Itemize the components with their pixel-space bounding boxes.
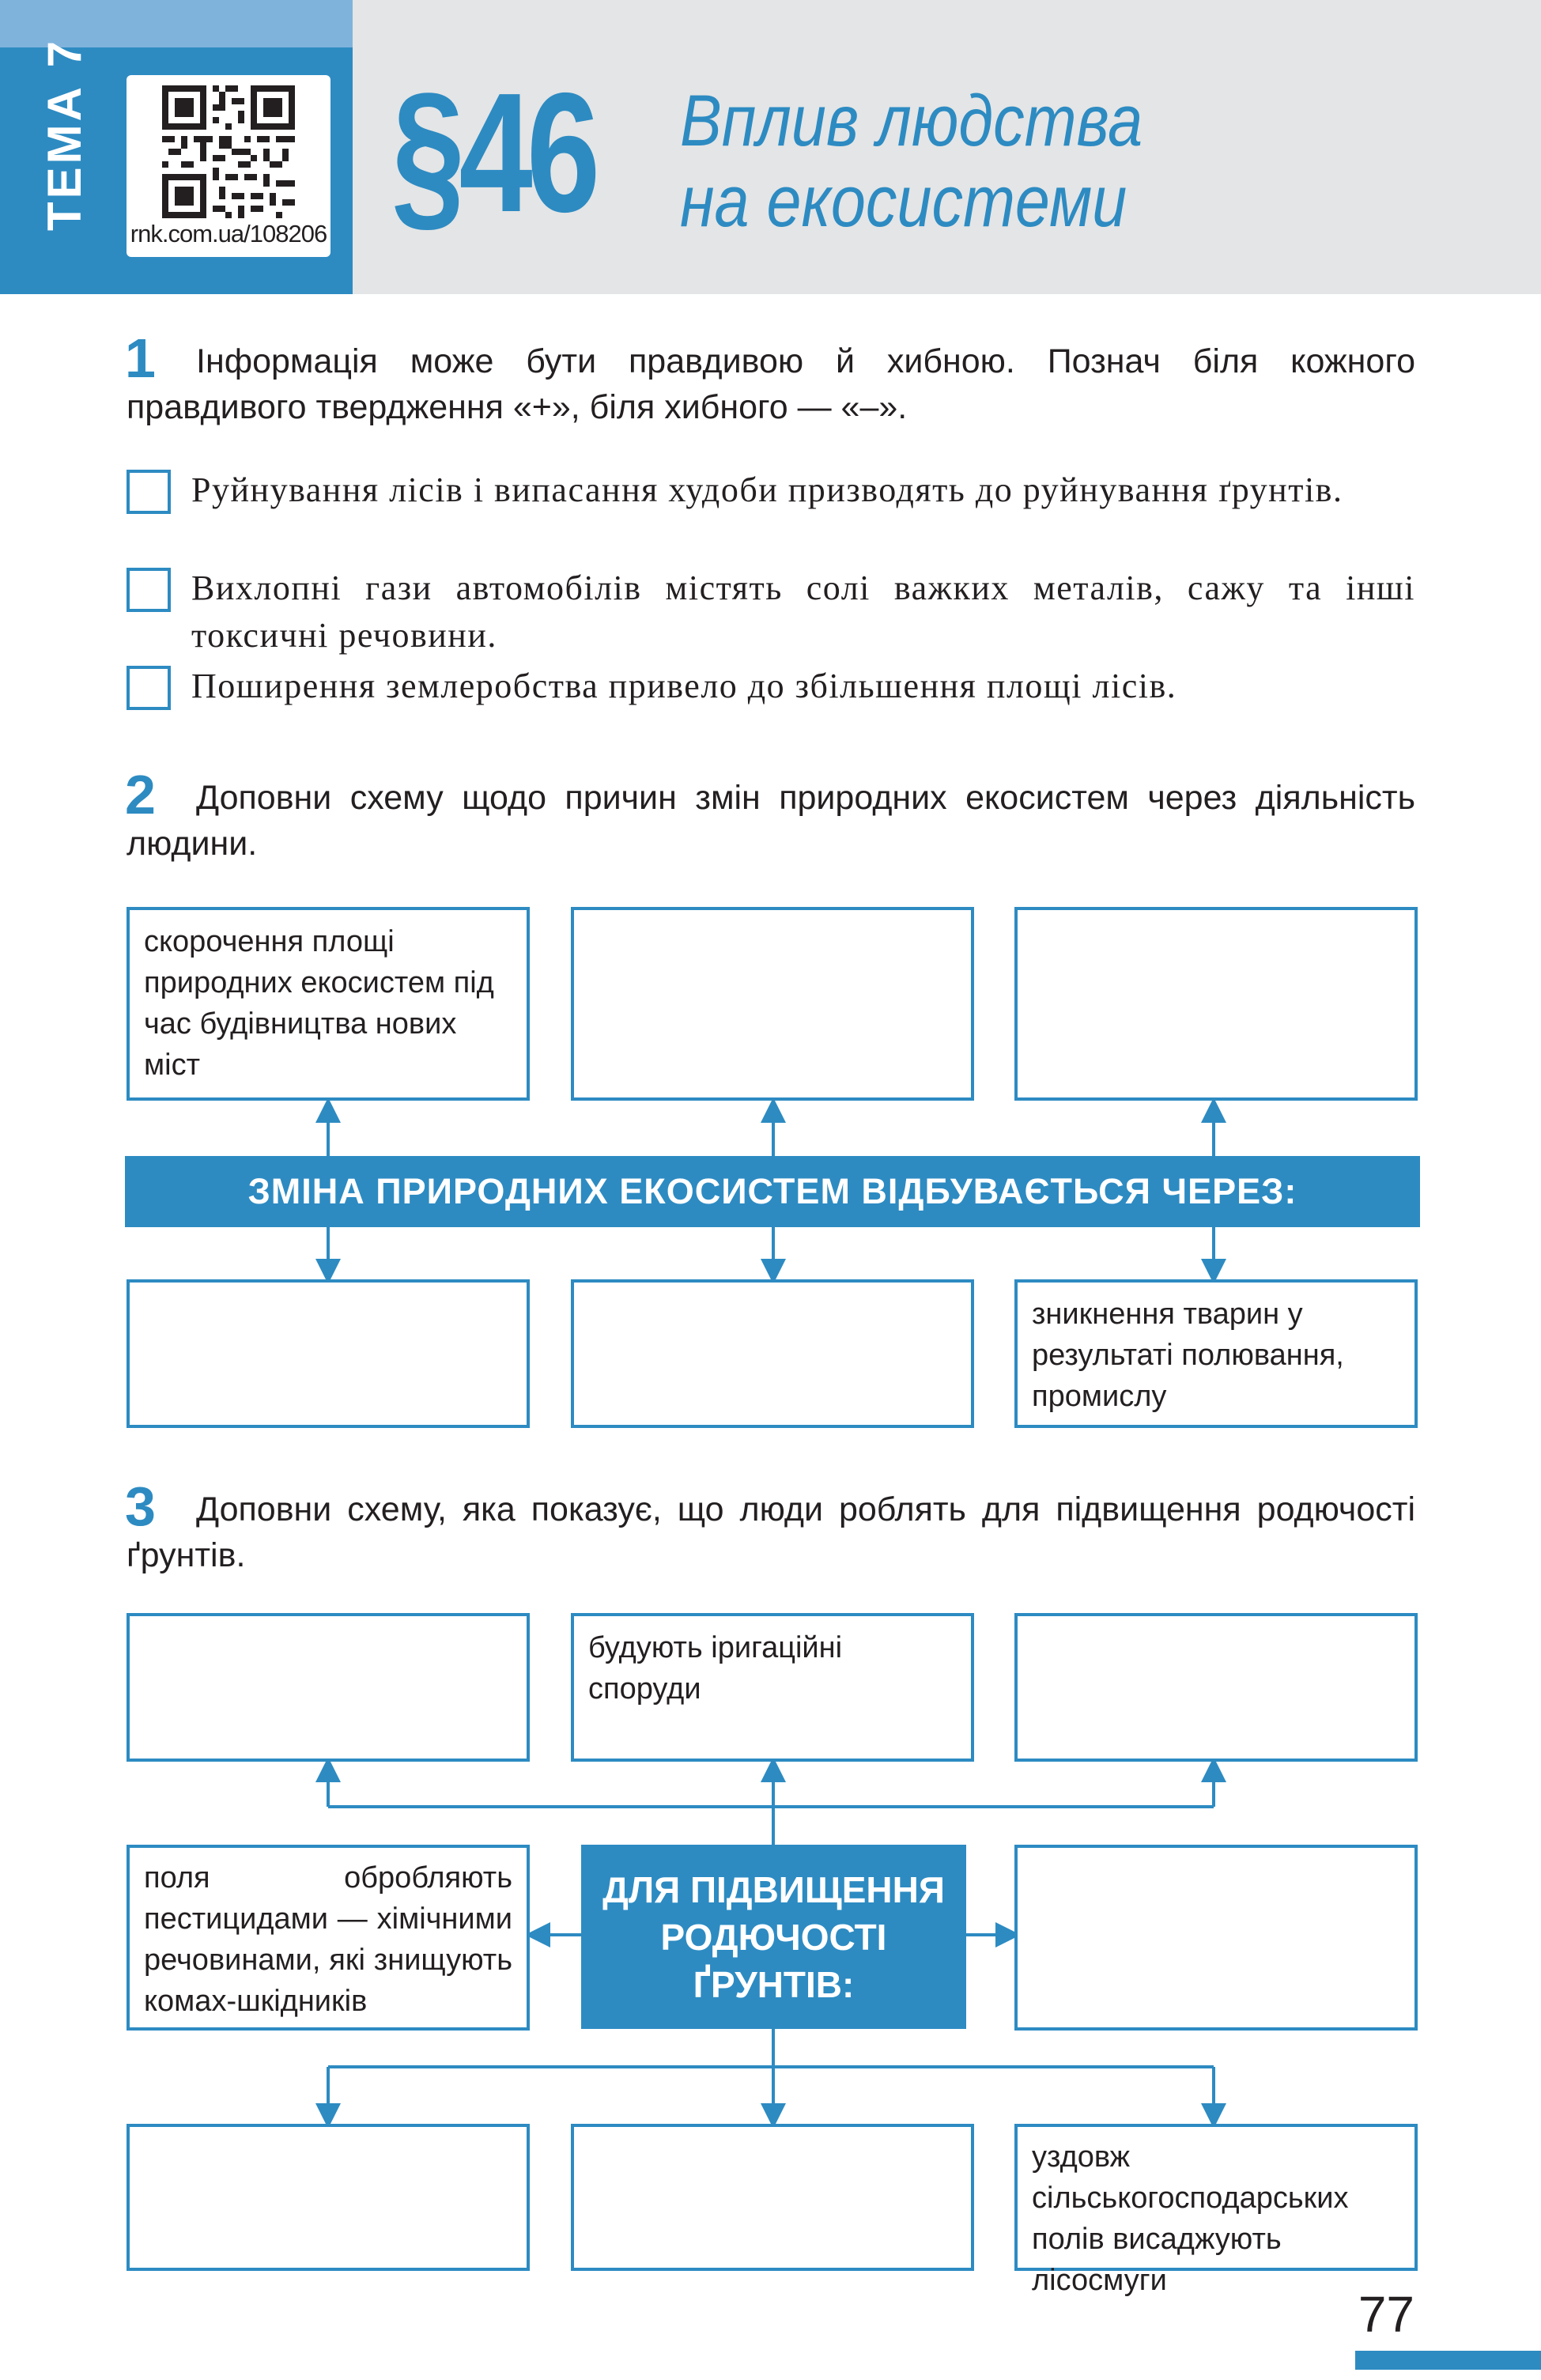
scheme-3-middle-left-box[interactable]: [127, 1845, 530, 2031]
task-1-instruction: Інформація може бути правдивою й хибною. Познач біля кожного правдивого твердження «+», біля хибного — «–».: [127, 342, 1415, 426]
statement-2-text: Вихлопні гази автомобілів містять солі важких металів, сажу та інші токсичні речовини.: [191, 569, 1415, 655]
statement-1-text: Руйнування лісів і випасання худоби призводять до руйнування ґрунтів.: [191, 470, 1343, 509]
task-3-number: 3: [125, 1475, 156, 1537]
task-2-instruction: Доповни схему щодо причин змін природних екосистем через діяльність людини.: [127, 779, 1415, 863]
statement-3-text: Поширення землеробства привело до збільшення площі лісів.: [191, 667, 1177, 705]
paragraph-number: §46: [391, 57, 595, 247]
scheme-2-bottom-box-3[interactable]: [1014, 1279, 1418, 1428]
scheme-3-center-line-2: РОДЮЧОСТІ: [660, 1916, 887, 1958]
task-1-number: 1: [125, 327, 156, 389]
scheme-3-center-block: [581, 1845, 966, 2029]
scheme-2-top-box-2[interactable]: [571, 907, 974, 1101]
scheme-3-middle-right-box[interactable]: [1014, 1845, 1418, 2031]
scheme-2-bottom-box-2[interactable]: [571, 1279, 974, 1428]
scheme-3-bottom-box-3[interactable]: [1014, 2124, 1418, 2297]
page-title-line-1: Вплив людства: [680, 81, 1143, 161]
page-number-bar: [1355, 2351, 1541, 2370]
scheme-3-top-box-2-text: будують іригаційні споруди: [588, 1631, 843, 1706]
scheme-2-top-box-1[interactable]: [127, 907, 530, 1101]
scheme-3-bottom-box-1[interactable]: [127, 2124, 530, 2271]
scheme-2-top-box-3[interactable]: [1014, 907, 1418, 1101]
page-number: 77: [1358, 2286, 1414, 2343]
page-title-line-2: на екосистеми: [680, 161, 1127, 242]
scheme-3-bottom-box-2[interactable]: [571, 2124, 974, 2271]
scheme-3-top-box-3[interactable]: [1014, 1613, 1418, 1762]
scheme-3-top-box-2[interactable]: [571, 1613, 974, 1762]
topic-label: ТЕМА 7: [38, 37, 91, 232]
scheme-3-top-box-1[interactable]: [127, 1613, 530, 1762]
scheme-2-top-box-1-text: скорочення площі природних екосистем під час будівництва нових міст: [144, 925, 494, 1082]
scheme-3-middle-left-text: поля обробляють пестицидами — хімічними речовинами, які знищують комах-шкідників: [144, 1861, 512, 2018]
scheme-3-center-line-3: ҐРУНТІВ:: [693, 1963, 855, 2005]
scheme-2-banner: ЗМІНА ПРИРОДНИХ ЕКОСИСТЕМ ВІДБУВАЄТЬСЯ ЧЕРЕЗ:: [125, 1156, 1420, 1227]
task-2-number: 2: [125, 764, 156, 825]
task-3-instruction: Доповни схему, яка показує, що люди роблять для підвищення родючості ґрунтів.: [127, 1490, 1415, 1574]
scheme-3-center-line-1: ДЛЯ ПІДВИЩЕННЯ: [602, 1868, 945, 1910]
scheme-2-bottom-box-1[interactable]: [127, 1279, 530, 1428]
qr-link[interactable]: rnk.com.ua/108206: [130, 220, 327, 247]
scheme-3-bottom-box-3-text: уздовж сільськогосподарських полів висаджують лісосмуги: [1032, 2140, 1349, 2297]
scheme-2-bottom-box-3-text: зникнення тварин у результаті полювання, промислу: [1032, 1298, 1344, 1413]
